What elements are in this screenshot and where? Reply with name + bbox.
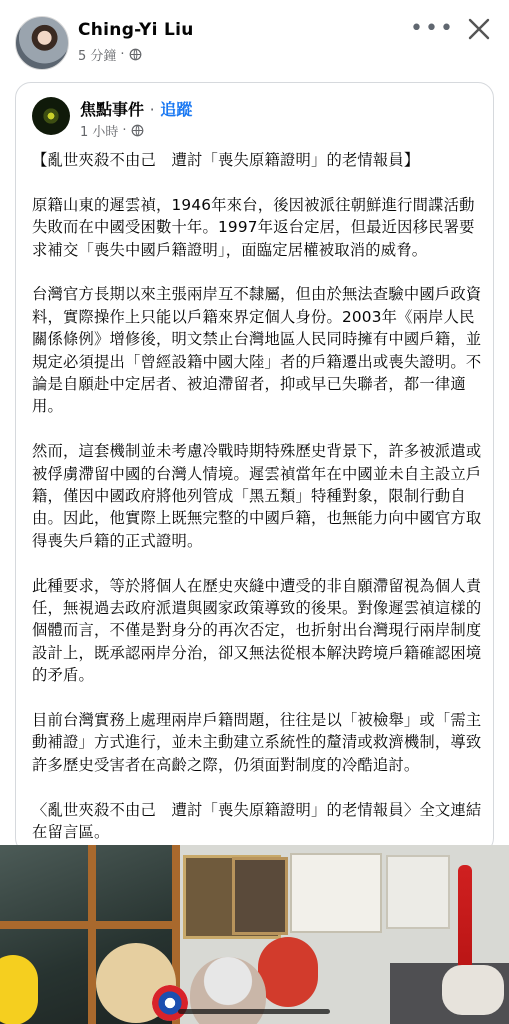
close-icon[interactable] bbox=[466, 16, 492, 42]
post-paragraph: 此種要求，等於將個人在歷史夾縫中遭受的非自願滯留視為個人責任，無視過去政府派遣與國家政策導致的後果。對像遲雲禎這樣的個體而言，不僅是對身分的再次否定，也折射出台灣現行兩岸制度設計上，既承認兩岸分治，卻又無法從根本解決跨境戶籍確認困境的矛盾。 bbox=[32, 576, 482, 685]
more-icon[interactable]: ••• bbox=[410, 16, 455, 41]
name-separator: · bbox=[149, 100, 155, 119]
globe-icon bbox=[131, 124, 144, 137]
post-paragraph: 台灣官方長期以來主張兩岸互不隸屬，但由於無法查驗中國戶政資料，實際操作上只能以戶籍來界定個人身份。2003年《兩岸人民關係條例》增修後，明文禁止台灣地區人民同時擁有中國戶籍，並規定必須提出「曾經設籍中國大陸」者的戶籍遷出或喪失證明。不論是自願赴中定居者、被迫滯留者，抑或早已失聯者，都一律適用。 bbox=[32, 285, 482, 416]
teddy-bears bbox=[442, 965, 504, 1015]
post-meta bbox=[78, 45, 142, 64]
author-name[interactable]: Ching-Yi Liu bbox=[78, 20, 194, 40]
framed-portrait bbox=[232, 857, 288, 935]
post-header bbox=[0, 0, 509, 80]
author-avatar[interactable] bbox=[15, 16, 69, 70]
post-time[interactable]: 5 分鐘 bbox=[78, 49, 117, 64]
post-photo[interactable] bbox=[0, 845, 509, 1024]
meta-separator: · bbox=[122, 123, 127, 138]
post-paragraph: 原籍山東的遲雲禎，1946年來台，後因被派往朝鮮進行間諜活動失敗而在中國受困數十年。1997年返台定居，但最近因移民署要求補交「喪失中國戶籍證明」，面臨定居權被取消的威脅。 bbox=[32, 195, 475, 259]
framed-certificate bbox=[386, 855, 450, 929]
page-avatar[interactable] bbox=[32, 97, 70, 135]
meta-separator: · bbox=[120, 47, 125, 62]
shared-post-meta bbox=[80, 121, 144, 140]
shared-post-time[interactable]: 1 小時 bbox=[80, 125, 119, 140]
post-title: 【亂世夾殺不由己 遭討「喪失原籍證明」的老情報員】 bbox=[32, 151, 420, 169]
home-indicator bbox=[178, 1009, 330, 1014]
page-name-row bbox=[80, 97, 192, 120]
globe-icon bbox=[129, 48, 142, 61]
shared-post-card[interactable] bbox=[15, 82, 494, 854]
page-name[interactable]: 焦點事件 bbox=[80, 100, 145, 119]
follow-button[interactable]: 追蹤 bbox=[160, 100, 193, 119]
post-paragraph: 然而，這套機制並未考慮冷戰時期特殊歷史背景下，許多被派遣或被俘虜滯留中國的台灣人情境。遲雲禎當年在中國並未自主設立戶籍，僅因中國政府將他列管成「黑五類」特種對象，限制行動自由。因此，他實際上既無完整的中國戶籍，也無能力向中國官方取得喪失戶籍的正式證明。 bbox=[32, 442, 482, 550]
framed-certificate bbox=[290, 853, 382, 933]
red-bear-plush bbox=[258, 937, 318, 1007]
shield-toy bbox=[152, 985, 188, 1021]
post-paragraph: 〈亂世夾殺不由己 遭討「喪失原籍證明」的老情報員〉全文連結在留言區。 bbox=[32, 800, 482, 842]
post-body bbox=[32, 149, 484, 854]
post-paragraph: 目前台灣實務上處理兩岸戶籍問題，往往是以「被檢舉」或「需主動補證」方式進行，並未主動建立系統性的釐清或救濟機制，導致許多歷史受害者在高齡之際，仍須面對制度的冷酷追討。 bbox=[32, 711, 482, 774]
yellow-plush bbox=[0, 955, 38, 1024]
